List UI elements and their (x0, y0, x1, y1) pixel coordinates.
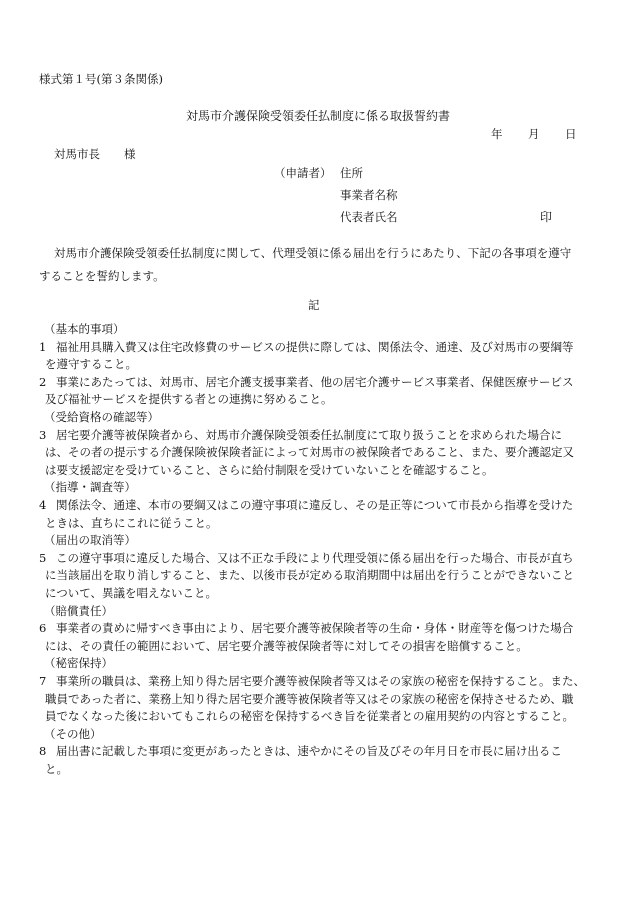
clause-number: 4 (39, 498, 47, 512)
clause-line: 事業所の職員は、業務上知り得た居宅要介護等被保険者等又はその家族の秘密を保持すること。また、 (56, 674, 585, 688)
section-heading: （指導・調査等） (44, 480, 136, 495)
clause-line: は、その者の提示する介護保険被保険者証によって対馬市の被保険者であること、また、要介護認定又 (45, 445, 574, 460)
business-name-label: 事業者名称 (340, 188, 398, 202)
clause-number: 8 (39, 744, 47, 759)
applicant-label: （申請者） (274, 166, 332, 180)
clause-number: 5 (39, 550, 47, 565)
clause-line: には、その責任の範囲において、居宅要介護等被保険者等に対してその損害を賠償すること。 (45, 638, 528, 653)
clause-line: 事業者の責めに帰すべき事由により、居宅要介護等被保険者等の生命・身体・財産等を傷つけた場合 (56, 621, 574, 636)
section-heading: （受給資格の確認等） (44, 410, 159, 424)
addressee-honorific: 様 (124, 147, 136, 161)
clause-line: この遵守事項に違反した場合、又は不正な手段により代理受領に係る届出を行った場合、市長が直ち (56, 550, 574, 565)
section-heading: （届出の取消等） (44, 533, 136, 548)
clause-line: 事業にあたっては、対馬市、居宅介護支援事業者、他の居宅介護サービス事業者、保健医療サービス (56, 374, 574, 389)
form-number: 様式第１号(第３条関係) (39, 72, 163, 86)
ki-heading: 記 (308, 298, 320, 312)
section-heading: （賠償責任） (44, 603, 113, 618)
clause-line: 職員であった者に、業務上知り得た居宅要介護等被保険者等又はその家族の秘密を保持させるため、職 (45, 691, 574, 706)
clause-number: 1 (39, 339, 47, 354)
intro-line-2: することを誓約します。 (39, 269, 165, 283)
address-label: 住所 (340, 166, 363, 180)
clause-number: 7 (39, 674, 47, 688)
clause-number: 2 (39, 374, 47, 389)
clause-line: 関係法令、通達、本市の要綱又はこの遵守事項に違反し、その是正等について市長から指導を受けた (56, 498, 574, 512)
clause-line: 居宅要介護等被保険者から、対馬市介護保険受領委任払制度にて取り扱うことを求められた場合に (56, 427, 562, 442)
seal-mark: 印 (540, 210, 553, 224)
clause-line: 員でなくなった後においてもこれらの秘密を保持するべき旨を従業者との雇用契約の内容とすること。 (45, 709, 574, 724)
date-day: 日 (565, 127, 577, 141)
clause-number: 6 (39, 621, 47, 636)
clause-number: 3 (39, 427, 47, 442)
date-month: 月 (528, 127, 540, 141)
clause-line: と。 (45, 762, 68, 776)
clause-line: について、異議を唱えないこと。 (45, 586, 218, 600)
clause-line: ときは、直ちにこれに従うこと。 (45, 515, 218, 530)
clause-line: に当該届出を取り消しすること、また、以後市長が定める取消期間中は届出を行うことができないこと (45, 568, 574, 583)
clause-line: は要支援認定を受けていること、さらに給付制限を受けていないことを確認すること。 (45, 462, 494, 477)
date-year: 年 (491, 127, 503, 141)
representative-label: 代表者氏名 (340, 210, 398, 224)
section-heading: （秘密保持） (44, 656, 113, 671)
clause-line: を遵守すること。 (45, 357, 137, 372)
section-heading: （その他） (44, 726, 102, 741)
clause-line: 福祉用具購入費又は住宅改修費のサービスの提供に際しては、関係法令、通達、及び対馬市の要綱等 (56, 339, 574, 354)
section-heading: （基本的事項） (44, 322, 125, 336)
document-title: 対馬市介護保険受領委任払制度に係る取扱誓約書 (186, 109, 451, 123)
intro-line-1: 対馬市介護保険受領委任払制度に関して、代理受領に係る届出を行うにあたり、下記の各事項を遵守 (54, 246, 572, 260)
addressee-name: 対馬市長 (54, 147, 100, 161)
clause-line: 及び福祉サービスを提供する者との連携に努めること。 (45, 392, 333, 407)
clause-line: 届出書に記載した事項に変更があったときは、速やかにその旨及びその年月日を市長に届け出るこ (56, 744, 562, 759)
